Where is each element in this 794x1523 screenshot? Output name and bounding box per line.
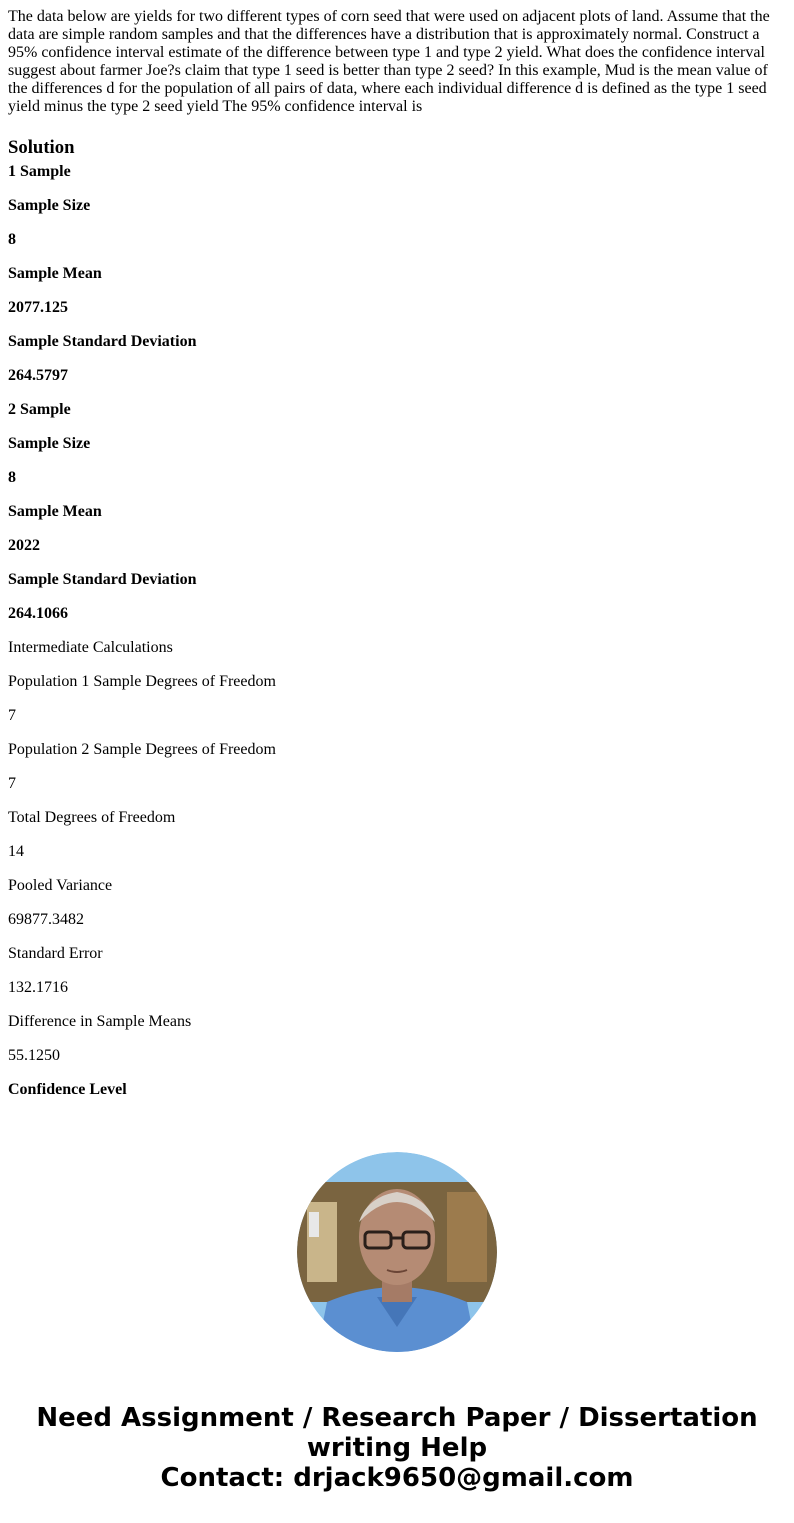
author-avatar (297, 1152, 497, 1352)
contact-banner (0, 1403, 794, 1493)
solution-line: 8 (8, 469, 16, 486)
solution-line: Population 2 Sample Degrees of Freedom (8, 741, 276, 758)
solution-line: Sample Size (8, 435, 91, 452)
solution-line: 2077.125 (8, 299, 68, 316)
solution-line: Sample Standard Deviation (8, 333, 197, 350)
solution-line: 7 (8, 775, 16, 792)
solution-lines (8, 163, 786, 1099)
solution-heading: Solution (8, 137, 75, 158)
solution-line: Population 1 Sample Degrees of Freedom (8, 673, 276, 690)
author-photo (297, 1152, 497, 1352)
solution-line: Intermediate Calculations (8, 639, 173, 656)
solution-line: 14 (8, 843, 24, 860)
solution-line: 2 Sample (8, 401, 71, 418)
solution-line: Difference in Sample Means (8, 1013, 192, 1030)
solution-line: 55.1250 (8, 1047, 60, 1064)
solution-line: Confidence Level (8, 1081, 127, 1098)
solution-line: 132.1716 (8, 979, 68, 996)
solution-line: 69877.3482 (8, 911, 84, 928)
solution-line: 1 Sample (8, 163, 71, 180)
promo-section (0, 1152, 794, 1352)
solution-line: Sample Mean (8, 503, 102, 520)
solution-line: Sample Size (8, 197, 91, 214)
cta-line-3: Contact: drjack9650@gmail.com (160, 1463, 634, 1493)
solution-line: 2022 (8, 537, 40, 554)
solution-line: 264.5797 (8, 367, 68, 384)
solution-line: Total Degrees of Freedom (8, 809, 176, 826)
cta-line-2: writing Help (306, 1433, 488, 1463)
solution-line: Standard Error (8, 945, 103, 962)
solution-line: Pooled Variance (8, 877, 113, 894)
solution-line: 8 (8, 231, 16, 248)
solution-line: 264.1066 (8, 605, 68, 622)
solution-line: Sample Mean (8, 265, 102, 282)
solution-line: 7 (8, 707, 16, 724)
question-text: The data below are yields for two different types of corn seed that were used on adjacent plots of land. Assume that the data are simple random samples and that the differences have a distribution that is approximately normal. Construct a 95% confidence interval estimate of the difference between type 1 and type 2 yield. What does the confidence interval suggest about farmer Joe?s claim that type 1 seed is better than type 2 seed? In this example, Mud is the mean value of the differences d for the population of all pairs of data, where each individual difference d is defined as the type 1 seed yield minus the type 2 seed yield The 95% confidence interval is (8, 8, 770, 115)
cta-line-1: Need Assignment / Research Paper / Dissertation (36, 1403, 758, 1433)
solution-line: Sample Standard Deviation (8, 571, 197, 588)
